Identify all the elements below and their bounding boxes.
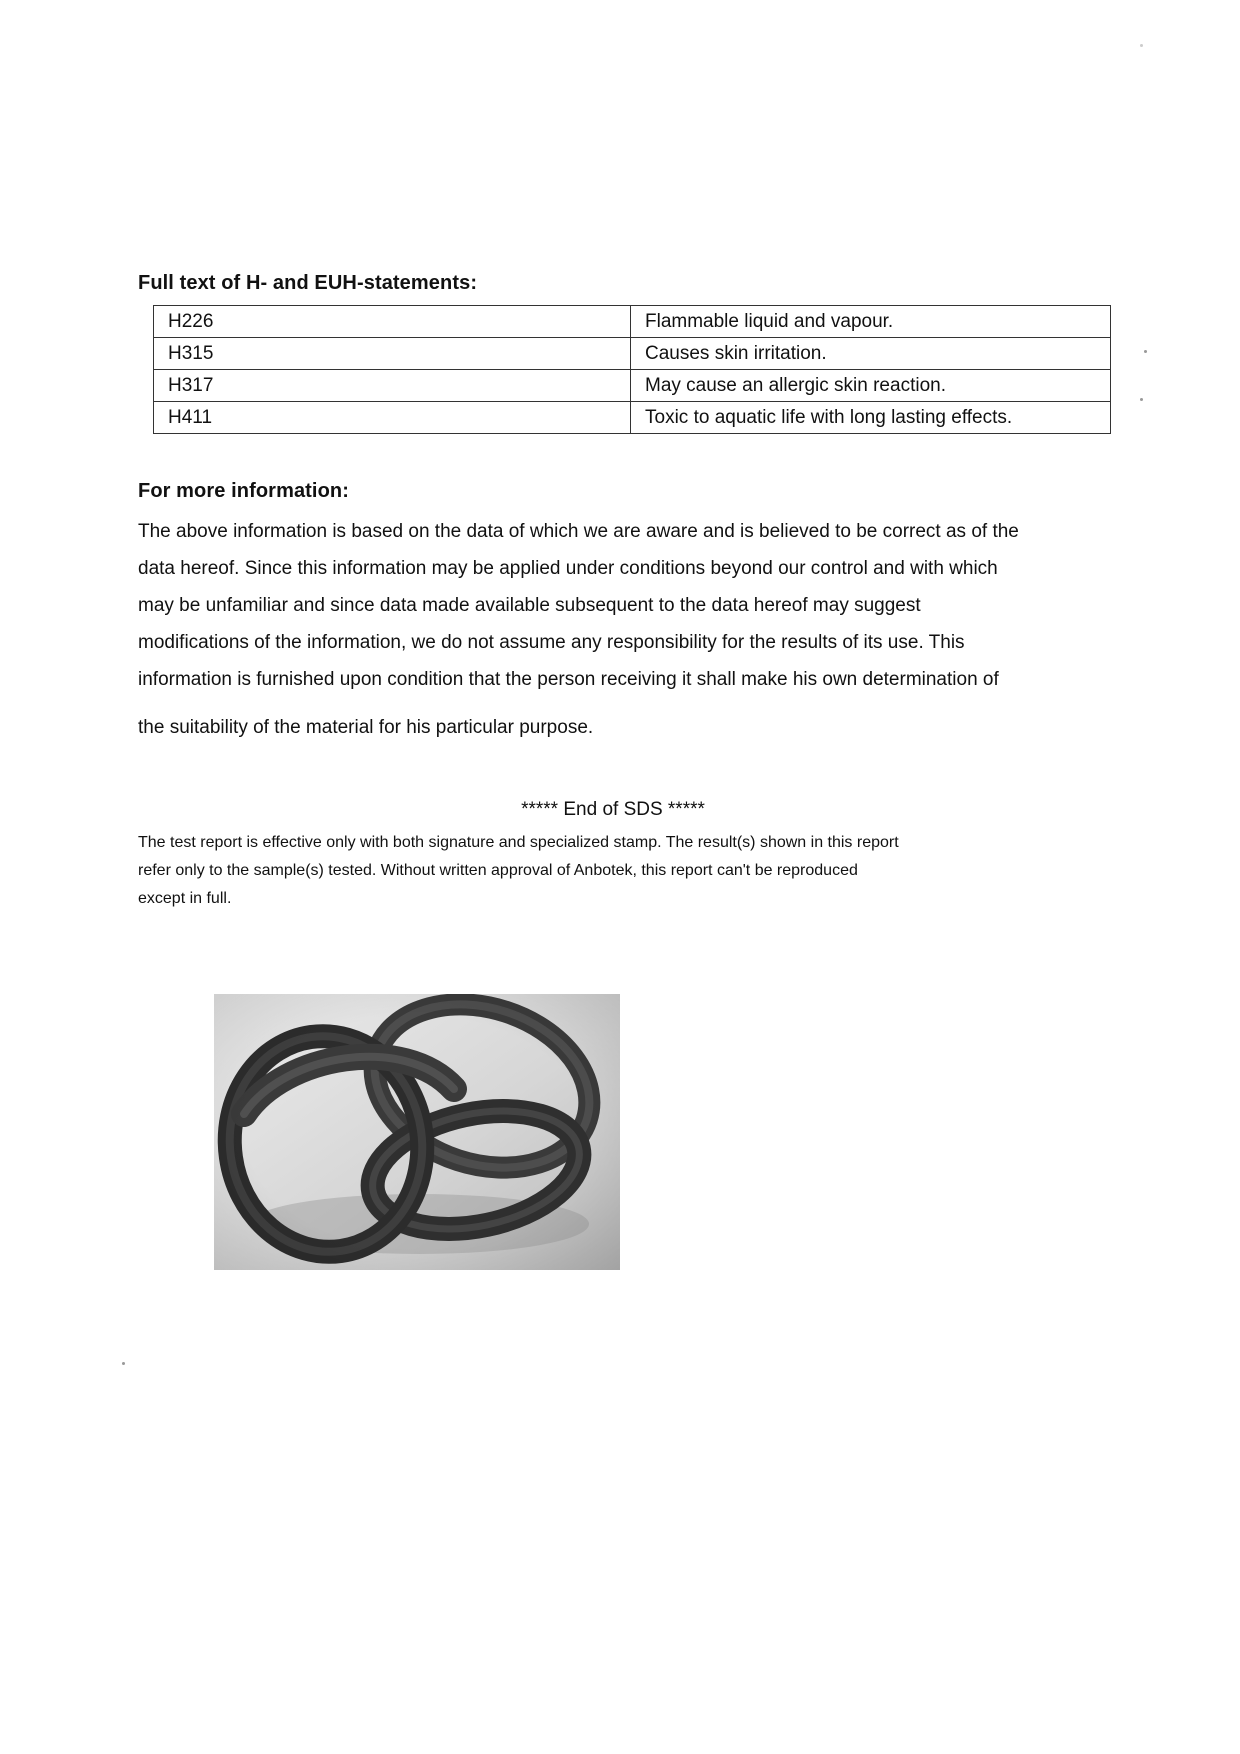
hazard-statement: Flammable liquid and vapour. [631, 306, 1111, 338]
scan-speck [1140, 398, 1143, 401]
paragraph-line: The above information is based on the data of which we are aware and is believed to be correct as of the [138, 521, 1019, 542]
paragraph-line: data hereof. Since this information may be applied under conditions beyond our control and with which [138, 558, 998, 579]
disclaimer-line: except in full. [138, 890, 232, 907]
end-of-sds-marker: ***** End of SDS ***** [521, 799, 705, 820]
disclaimer-line: The test report is effective only with both signature and specialized stamp. The result(s) shown in this report [138, 834, 899, 851]
h-statements-heading: Full text of H- and EUH-statements: [138, 272, 478, 294]
hazard-code: H411 [154, 402, 631, 434]
hazard-code: H317 [154, 370, 631, 402]
paragraph-line: may be unfamiliar and since data made available subsequent to the data hereof may suggest [138, 595, 921, 616]
paragraph-line: information is furnished upon condition that the person receiving it shall make his own determination of [138, 669, 999, 690]
hazard-code: H226 [154, 306, 631, 338]
table-row [154, 370, 1111, 402]
table-row [154, 306, 1111, 338]
rubber-bands-illustration [214, 994, 620, 1270]
disclaimer-line: refer only to the sample(s) tested. Without written approval of Anbotek, this report can't be reproduced [138, 862, 858, 879]
hazard-statement: Toxic to aquatic life with long lasting effects. [631, 402, 1111, 434]
scan-speck [1140, 44, 1143, 47]
table-row [154, 338, 1111, 370]
more-info-heading: For more information: [138, 480, 349, 502]
h-statements-table [153, 305, 1111, 434]
paragraph-line: modifications of the information, we do not assume any responsibility for the results of its use. This [138, 632, 965, 653]
paragraph-line: the suitability of the material for his particular purpose. [138, 717, 594, 738]
hazard-statement: Causes skin irritation. [631, 338, 1111, 370]
table-row [154, 402, 1111, 434]
report-disclaimer [138, 829, 1058, 913]
scan-speck [1144, 350, 1147, 353]
more-info-paragraph [138, 513, 1088, 746]
hazard-code: H315 [154, 338, 631, 370]
scan-speck [122, 1362, 125, 1365]
rubber-bands-photo [214, 994, 620, 1270]
hazard-statement: May cause an allergic skin reaction. [631, 370, 1111, 402]
